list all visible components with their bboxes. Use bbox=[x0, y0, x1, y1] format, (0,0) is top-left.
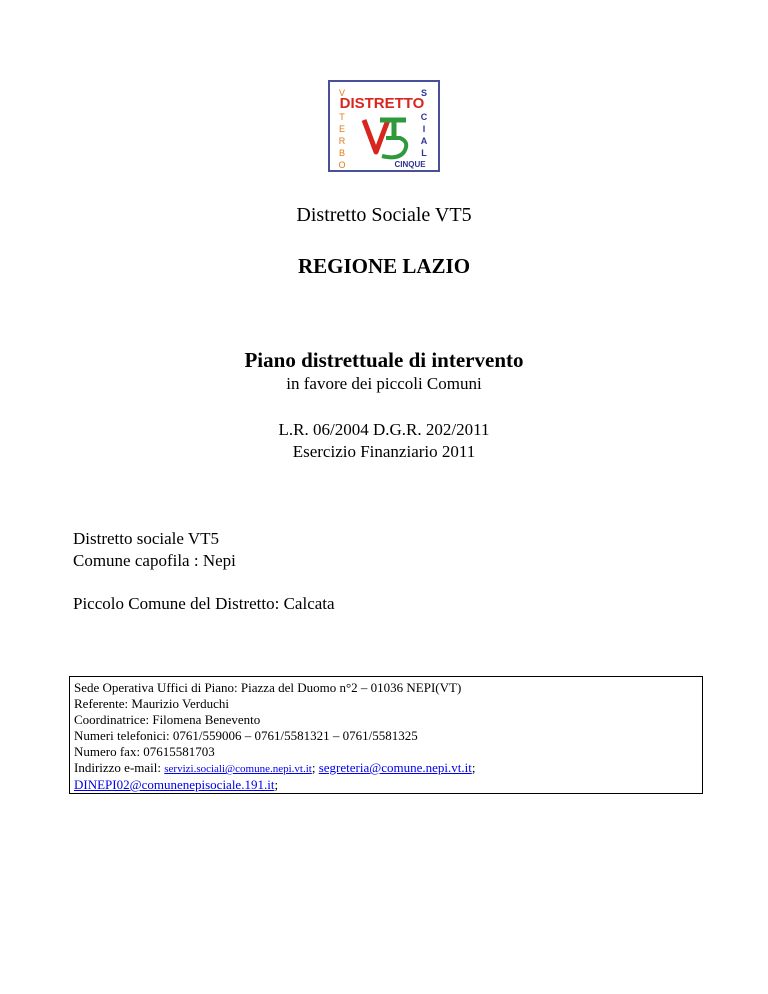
logo-title: DISTRETTO bbox=[339, 95, 425, 112]
contact-box bbox=[69, 676, 703, 794]
logo-right-letter: I bbox=[422, 124, 426, 134]
logo-right-letter: C bbox=[420, 112, 428, 122]
logo-left-letter: T bbox=[339, 112, 345, 122]
coordinator: Coordinatrice: Filomena Benevento bbox=[74, 712, 261, 727]
logo-five-shape bbox=[382, 138, 406, 157]
region-heading: REGIONE LAZIO bbox=[297, 254, 471, 278]
email-link-segreteria[interactable]: segreteria@comune.nepi.vt.it bbox=[318, 760, 472, 775]
small-municipality: Piccolo Comune del Distretto: Calcata bbox=[73, 594, 335, 613]
referent: Referente: Maurizio Verduchi bbox=[74, 696, 229, 711]
district-heading: Distretto Sociale VT5 bbox=[296, 204, 472, 226]
logo-right-letter: S bbox=[420, 88, 428, 98]
law-reference: L.R. 06/2004 D.G.R. 202/2011 bbox=[278, 420, 490, 439]
plan-subtitle: in favore dei piccoli Comuni bbox=[286, 374, 482, 393]
fiscal-year: Esercizio Finanziario 2011 bbox=[292, 442, 476, 461]
fax-number: Numero fax: 07615581703 bbox=[74, 744, 215, 759]
logo-left-letter: E bbox=[338, 124, 346, 134]
logo-left-letter: B bbox=[338, 148, 346, 158]
email-separator: ; bbox=[471, 760, 476, 775]
logo-left-letter: R bbox=[338, 136, 346, 146]
logo-right-letter: L bbox=[421, 148, 427, 158]
plan-title: Piano distrettuale di intervento bbox=[244, 348, 524, 372]
email-separator: ; bbox=[311, 760, 319, 775]
district-logo bbox=[328, 80, 440, 172]
email-label: Indirizzo e-mail: bbox=[74, 760, 165, 775]
logo-left-letter: V bbox=[338, 88, 346, 98]
email-line-2 bbox=[74, 777, 698, 793]
email-line bbox=[74, 760, 698, 777]
phone-numbers: Numeri telefonici: 0761/559006 – 0761/5581321 – 0761/5581325 bbox=[74, 728, 418, 743]
district-logo-graphic bbox=[330, 82, 438, 170]
lead-municipality: Comune capofila : Nepi bbox=[73, 551, 236, 570]
logo-right-letter: A bbox=[420, 136, 428, 146]
logo-left-letter: O bbox=[338, 160, 346, 170]
email-link-servizi[interactable]: servizi.sociali@comune.nepi.vt.it bbox=[164, 763, 312, 775]
logo-bottom-word: CINQUE bbox=[394, 160, 426, 169]
email-link-dinepi[interactable]: DINEPI02@comunenepisociale.191.it bbox=[74, 777, 275, 792]
office-address: Sede Operativa Uffici di Piano: Piazza del Duomo n°2 – 01036 NEPI(VT) bbox=[74, 680, 462, 695]
email-separator: ; bbox=[274, 777, 279, 792]
district-name: Distretto sociale VT5 bbox=[73, 529, 220, 548]
logo-v-shape bbox=[364, 120, 388, 152]
